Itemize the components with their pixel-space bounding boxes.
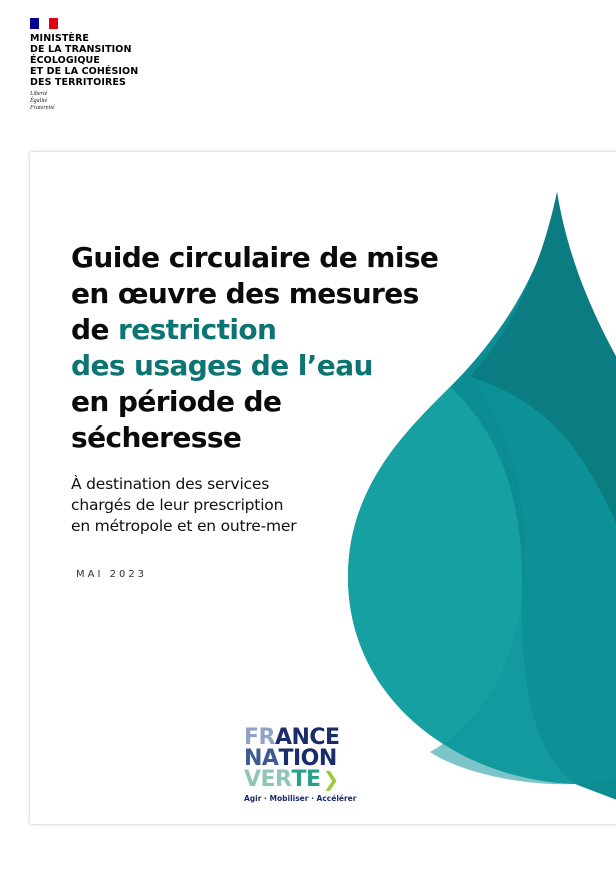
logo-text: NA xyxy=(244,746,279,771)
ministry-line: DES TERRITOIRES xyxy=(30,77,126,88)
motto-line: Égalité xyxy=(30,98,48,104)
title-line: de xyxy=(71,313,118,346)
subtitle-line: en métropole et en outre-mer xyxy=(71,517,297,535)
title-line: en œuvre des mesures xyxy=(71,277,419,310)
ministry-line: ET DE LA COHÉSION xyxy=(30,66,139,77)
logo-word xyxy=(244,727,364,748)
title-highlight: restriction xyxy=(117,313,277,346)
logo-text: ANCE xyxy=(274,725,340,750)
french-flag-icon xyxy=(30,18,58,29)
logo-word xyxy=(244,748,364,769)
chevron-right-icon: ❯ xyxy=(322,767,339,791)
motto-line: Fraternité xyxy=(30,105,55,111)
logo-text: TE xyxy=(291,767,321,792)
ministry-line: MINISTÈRE xyxy=(30,33,89,44)
document-title xyxy=(71,240,491,456)
cover-page xyxy=(30,152,616,824)
subtitle-line: chargés de leur prescription xyxy=(71,496,284,514)
title-line: Guide circulaire de mise xyxy=(71,241,439,274)
ministry-line: ÉCOLOGIQUE xyxy=(30,55,100,66)
logo-word xyxy=(244,769,364,790)
france-nation-verte-logo xyxy=(244,727,364,803)
publication-date: MAI 2023 xyxy=(76,569,148,580)
title-line: en période de xyxy=(71,385,282,418)
motto-line: Liberté xyxy=(30,91,48,97)
ministry-name xyxy=(30,33,138,88)
logo-tagline: Agir · Mobiliser · Accélérer xyxy=(244,794,357,803)
logo-text: VER xyxy=(244,767,292,792)
ministry-line: DE LA TRANSITION xyxy=(30,44,132,55)
republic-motto xyxy=(30,91,138,112)
logo-text: TION xyxy=(278,746,337,771)
ministry-header xyxy=(30,18,138,112)
subtitle-line: À destination des services xyxy=(71,475,270,493)
logo-text: FR xyxy=(244,725,275,750)
title-line: sécheresse xyxy=(71,421,242,454)
title-highlight: des usages de l’eau xyxy=(71,349,373,382)
document-subtitle xyxy=(71,474,391,537)
